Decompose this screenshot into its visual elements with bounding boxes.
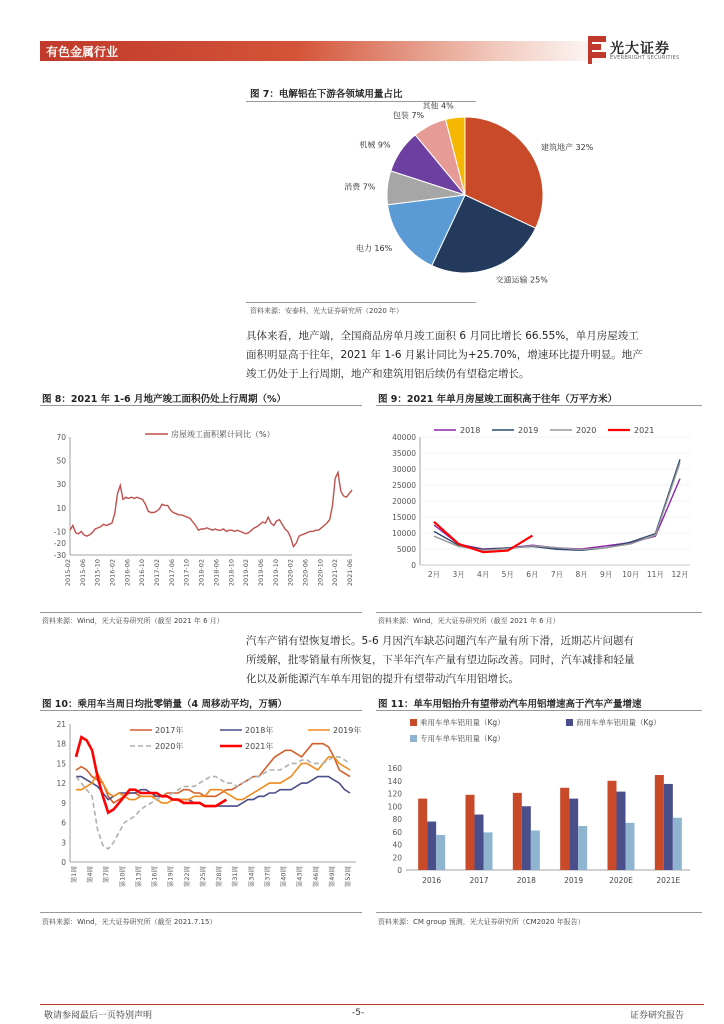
pie-slice-label: 消费 7%: [344, 182, 376, 192]
pie-slice-label: 其他 4%: [422, 101, 454, 111]
x-tick-label: 第28周: [215, 866, 224, 888]
x-tick-label: 2017-02: [153, 559, 162, 587]
legend-label: 2020: [576, 426, 597, 435]
x-tick-label: 第13周: [134, 866, 143, 888]
legend-swatch: [410, 735, 417, 742]
fig11-source-rule: [376, 912, 702, 913]
x-tick-label: 2021E: [656, 876, 681, 885]
fig11-rule: [376, 710, 702, 711]
fig7-title: 图 7：电解铝在下游各领域用量占比: [250, 89, 403, 100]
x-tick-label: 2018: [516, 876, 536, 885]
x-tick-label: 2018-10: [227, 559, 236, 587]
y-tick-label: 15: [56, 759, 66, 769]
fig9-source: 资料来源：Wind，光大证券研究所（截至 2021 年 6 月）: [378, 617, 560, 625]
bar: [513, 793, 522, 870]
fig11-title: 图 11：单车用铝抬升有望带动汽车用铝增速高于汽车产量增速: [378, 699, 642, 710]
x-tick-label: 第31周: [231, 866, 240, 888]
x-tick-label: 2019-02: [242, 559, 251, 587]
y-tick-label: 6: [61, 818, 66, 828]
x-tick-label: 2020-10: [316, 559, 325, 587]
legend-label: 2018年: [245, 726, 274, 735]
fig11-bar-chart: [376, 712, 702, 902]
pie-slice-label: 包装 7%: [392, 110, 425, 120]
x-tick-label: 2016: [422, 876, 442, 885]
x-tick-label: 11月: [646, 570, 664, 579]
x-tick-label: 12月: [671, 570, 689, 579]
bar: [664, 784, 673, 870]
fig10-line-chart: [40, 712, 365, 902]
bar: [626, 823, 635, 870]
y-tick-label: 10000: [392, 529, 416, 538]
fig7-pie-chart: [330, 101, 594, 285]
y-tick-label: 40000: [392, 433, 416, 442]
x-tick-label: 第19周: [166, 866, 175, 888]
x-tick-label: 2019-06: [256, 559, 265, 587]
fig8-line-chart: [40, 415, 365, 605]
x-tick-label: 2021-06: [346, 559, 354, 587]
legend-label: 专用车单车铝用量（Kg）: [420, 734, 505, 743]
legend-label: 2019: [518, 426, 539, 435]
y-tick-label: 5000: [396, 545, 416, 554]
x-tick-label: 2017-06: [167, 559, 176, 587]
y-tick-label: 140: [387, 776, 402, 786]
x-tick-label: 第16周: [150, 866, 159, 888]
y-tick-label: -20: [53, 539, 66, 549]
y-tick-label: 9: [61, 798, 66, 808]
page-number: -5-: [352, 1008, 365, 1018]
bar: [569, 799, 578, 870]
series-line: [434, 459, 680, 550]
x-tick-label: 6月: [526, 570, 539, 579]
bar: [522, 806, 531, 870]
legend-label: 2021年: [245, 742, 274, 751]
paragraph-line: 竣工仍处于上行周期，地产和建筑用铝后续仍有望稳定增长。: [246, 368, 530, 380]
x-tick-label: 7月: [550, 570, 564, 579]
bar: [617, 792, 626, 870]
series-line: [70, 472, 352, 546]
y-tick-label: 120: [387, 789, 402, 799]
fig7-source-rule: [246, 302, 476, 303]
fig10-rule: [40, 710, 362, 711]
x-tick-label: 第25周: [198, 866, 207, 888]
x-tick-label: 8月: [575, 570, 588, 579]
y-tick-label: 100: [387, 802, 402, 812]
x-tick-label: 第22周: [182, 866, 191, 888]
x-tick-label: 第34周: [247, 866, 256, 888]
fig8-title: 图 8：2021 年 1-6 月地产竣工面积仍处上行周期（%）: [42, 394, 286, 405]
x-tick-label: 第40周: [279, 866, 288, 888]
y-tick-label: 40: [392, 840, 402, 850]
x-tick-label: 第7周: [102, 866, 111, 884]
y-tick-label: 0: [61, 858, 66, 867]
x-tick-label: 2020-06: [301, 559, 310, 587]
x-tick-label: 第52周: [344, 866, 352, 888]
pie-slice-label: 交通运输 25%: [495, 275, 548, 285]
fig7-source: 资料来源：安泰科，光大证券研究所（2020 年）: [250, 307, 404, 315]
x-tick-label: 2017: [469, 876, 489, 885]
footer-disclaimer: 敬请参阅最后一页特别声明: [44, 1011, 153, 1021]
fig9-rule: [376, 405, 702, 406]
y-tick-label: 80: [392, 815, 402, 824]
x-tick-label: 2016-06: [123, 559, 132, 587]
bar: [608, 781, 617, 870]
bar: [466, 795, 475, 870]
bar: [673, 818, 682, 870]
bar: [436, 835, 445, 870]
x-tick-label: 第1周: [70, 866, 78, 884]
legend-label: 乘用车单车铝用量（Kg）: [420, 718, 505, 727]
legend-label: 2020年: [155, 742, 184, 751]
y-tick-label: 25000: [392, 481, 416, 490]
paragraph-line: 面积明显高于往年，2021 年 1-6 月累计同比为+25.70%，增速环比提升明显。地产: [246, 349, 643, 361]
bar: [484, 832, 493, 870]
series-line: [76, 757, 350, 849]
x-tick-label: 2018-02: [197, 559, 206, 587]
y-tick-label: 30: [56, 480, 66, 490]
fig8-source: 资料来源：Wind，光大证券研究所（截至 2021 年 6 月）: [42, 617, 224, 625]
fig8-rule: [40, 405, 362, 406]
legend-swatch: [410, 719, 417, 726]
x-tick-label: 2015-10: [93, 559, 102, 587]
legend-label: 2017年: [155, 726, 184, 735]
brand-name: 光大证券: [610, 41, 670, 57]
y-tick-label: 20000: [392, 497, 416, 506]
brand-logo: [588, 36, 698, 66]
x-tick-label: 2021-02: [331, 559, 340, 587]
y-tick-label: 30000: [392, 465, 416, 474]
x-tick-label: 第43周: [295, 866, 304, 888]
x-tick-label: 2015-02: [64, 559, 72, 587]
bar: [560, 788, 569, 870]
fig10-source: 资料来源：Wind，光大证券研究所（截至 2021.7.15）: [42, 918, 217, 926]
pie-slice-label: 建筑地产 32%: [540, 142, 594, 152]
x-tick-label: 4月: [477, 570, 490, 579]
legend-label: 2019年: [333, 726, 362, 735]
fig9-title: 图 9：2021 年单月房屋竣工面积高于往年（万平方米）: [378, 394, 618, 405]
x-tick-label: 第46周: [311, 866, 320, 888]
x-tick-label: 2020-02: [286, 559, 295, 587]
bar: [578, 826, 587, 870]
x-tick-label: 2016-10: [138, 559, 147, 587]
paragraph-line: 化以及新能源汽车单车用铝的提升有望带动汽车用铝增长。: [246, 673, 519, 685]
y-tick-label: 10: [56, 503, 66, 513]
footer-rule: [40, 1004, 704, 1005]
y-tick-label: 60: [392, 827, 402, 837]
y-tick-label: 70: [56, 433, 66, 442]
x-tick-label: 第49周: [327, 866, 336, 888]
paragraph-line: 所缓解，批零销量有所恢复，下半年汽车产量有望边际改善。同时，汽车减排和轻量: [246, 654, 635, 666]
x-tick-label: 10月: [622, 570, 640, 579]
legend-swatch: [566, 719, 573, 726]
bar: [655, 775, 664, 870]
bar: [427, 822, 436, 870]
x-tick-label: 2019-10: [271, 559, 280, 587]
legend-label: 2021: [634, 426, 655, 435]
x-tick-label: 3月: [452, 570, 465, 579]
y-tick-label: 3: [61, 838, 66, 848]
pie-slice-label: 电力 16%: [355, 243, 393, 253]
x-tick-label: 第10周: [118, 866, 127, 888]
paragraph-line: 汽车产销有望恢复增长。5-6 月因汽车缺芯问题汽车产量有所下滑，近期芯片问题有: [246, 635, 634, 647]
legend-label: 2018: [460, 426, 481, 435]
x-tick-label: 2019: [564, 876, 584, 885]
brand-mark-icon: [588, 36, 606, 64]
x-tick-label: 2016-02: [108, 559, 117, 587]
bar: [475, 815, 484, 870]
paragraph-auto: [246, 632, 635, 689]
y-tick-label: 160: [387, 764, 402, 773]
fig10-source-rule: [40, 912, 362, 913]
x-tick-label: 2020E: [609, 876, 633, 885]
legend-label: 商用车单车铝用量（Kg）: [576, 718, 661, 727]
brand-name-en: EVERBRIGHT SECURITIES: [610, 55, 680, 61]
y-tick-label: 21: [56, 720, 66, 729]
y-tick-label: 20: [392, 853, 402, 863]
y-tick-label: -10: [53, 527, 66, 537]
header-banner: [40, 41, 610, 61]
paragraph-real-estate: [246, 327, 643, 384]
x-tick-label: 第37周: [263, 866, 272, 888]
y-tick-label: 0: [397, 866, 402, 875]
fig9-source-rule: [376, 612, 702, 613]
section-title: 有色金属行业: [46, 45, 119, 59]
y-tick-label: 15000: [392, 513, 416, 522]
x-tick-label: 2015-06: [78, 559, 87, 587]
bar: [418, 799, 427, 870]
y-tick-label: 35000: [392, 449, 416, 458]
y-tick-label: 50: [56, 456, 66, 466]
y-tick-label: 0: [411, 561, 416, 570]
legend-label: 房屋竣工面积累计同比（%）: [171, 430, 275, 439]
fig11-source: 资料来源：CM group 预测，光大证券研究所（CM2020 年报告）: [378, 918, 585, 926]
x-tick-label: 5月: [501, 570, 514, 579]
x-tick-label: 第4周: [86, 866, 95, 884]
fig9-line-chart: [376, 415, 702, 605]
fig8-source-rule: [40, 612, 362, 613]
y-tick-label: 18: [56, 739, 66, 749]
x-tick-label: 2月: [427, 570, 441, 579]
footer-report-type: 证券研究报告: [630, 1011, 685, 1021]
y-tick-label: 12: [56, 779, 66, 789]
x-tick-label: 2018-06: [212, 559, 221, 587]
paragraph-line: 具体来看，地产端，全国商品房单月竣工面积 6 月同比增长 66.55%，单月房屋竣工: [246, 330, 639, 342]
bar: [531, 830, 540, 870]
y-tick-label: -30: [53, 551, 66, 560]
fig10-title: 图 10：乘用车当周日均批零销量（4 周移动平均，万辆）: [42, 699, 287, 710]
pie-slice-label: 机械 9%: [359, 140, 391, 150]
x-tick-label: 9月: [600, 570, 613, 579]
x-tick-label: 2017-10: [182, 559, 191, 587]
